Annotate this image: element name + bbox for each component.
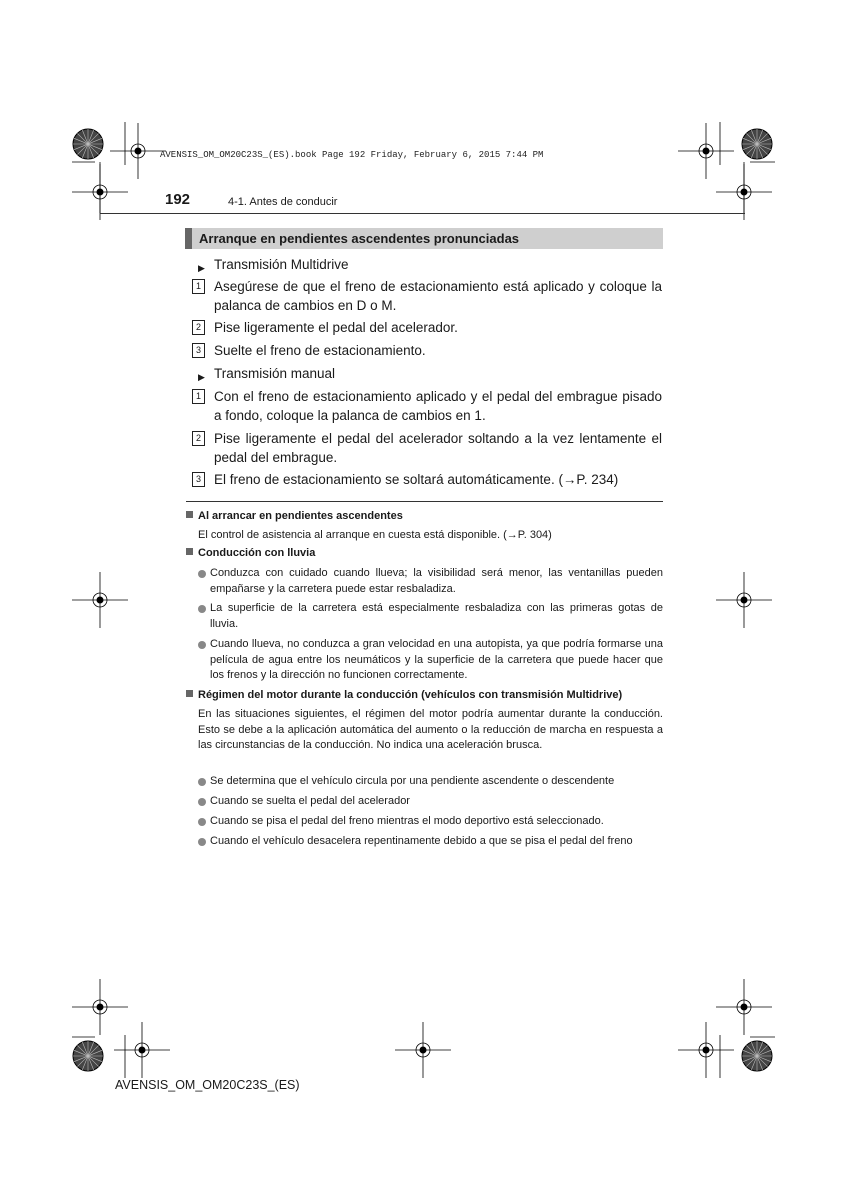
notes-separator: [186, 501, 663, 502]
round-bullet-icon: [198, 778, 206, 786]
engine-bullet-2: Cuando se suelta el pedal del acelerador: [198, 794, 663, 810]
note-text-engine: En las situaciones siguientes, el régimen del motor podría aumentar durante la conducción. Esto se debe a la aplicación automática del aumento o la reducción de marcha en respuesta a las circunstancias de la conducción. No indica una aceleración brusca.: [198, 708, 663, 751]
header-rule: [100, 213, 745, 214]
square-bullet-icon: [186, 511, 193, 518]
step-number-box: 1: [192, 389, 205, 404]
note-text-hill: El control de asistencia al arranque en cuesta está disponible. (→P. 304): [198, 529, 552, 541]
multidrive-step-1: 1 Asegúrese de que el freno de estacionamiento está aplicado y coloque la palanca de cambios en D o M.: [190, 277, 662, 315]
multidrive-heading: ▶ Transmisión Multidrive: [190, 255, 662, 274]
note-heading-hill: Al arrancar en pendientes ascendentes: [186, 510, 403, 522]
round-bullet-icon: [198, 605, 206, 613]
rain-bullet-2: La superficie de la carretera está especialmente resbaladiza con las primeras gotas de lluvia.: [198, 601, 663, 632]
step-number-box: 2: [192, 431, 205, 446]
engine-bullet-3: Cuando se pisa el pedal del freno mientras el modo deportivo está seleccionado.: [198, 814, 663, 830]
manual-step-1: 1 Con el freno de estacionamiento aplicado y el pedal del embrague pisado a fondo, coloque la palanca de cambios en 1.: [190, 387, 662, 425]
square-bullet-icon: [186, 548, 193, 555]
note-heading-rain: Conducción con lluvia: [186, 547, 315, 559]
triangle-bullet-icon: ▶: [198, 263, 205, 273]
round-bullet-icon: [198, 641, 206, 649]
round-bullet-icon: [198, 818, 206, 826]
round-bullet-icon: [198, 798, 206, 806]
engine-bullet-4: Cuando el vehículo desacelera repentinamente debido a que se pisa el pedal del freno: [198, 834, 663, 865]
square-bullet-icon: [186, 690, 193, 697]
rain-bullet-1: Conduzca con cuidado cuando llueva; la visibilidad será menor, las ventanillas pueden empañarse y la carretera puede estar resbaladiza.: [198, 566, 663, 597]
manual-step-3: 3 El freno de estacionamiento se soltará automáticamente. (→P. 234): [190, 470, 662, 489]
topic-banner-title: Arranque en pendientes ascendentes pronunciadas: [199, 231, 520, 246]
manual-step-2: 2 Pise ligeramente el pedal del acelerador soltando a la vez lentamente el pedal del embrague.: [190, 429, 662, 467]
step-number-box: 2: [192, 320, 205, 335]
manual-heading: ▶ Transmisión manual: [190, 364, 662, 383]
footer-book-code: AVENSIS_OM_OM20C23S_(ES): [115, 1078, 300, 1092]
engine-bullet-1: Se determina que el vehículo circula por una pendiente ascendente o descendente: [198, 774, 663, 790]
step-number-box: 3: [192, 343, 205, 358]
round-bullet-icon: [198, 838, 206, 846]
multidrive-step-3: 3 Suelte el freno de estacionamiento.: [190, 341, 662, 360]
multidrive-step-2: 2 Pise ligeramente el pedal del acelerador.: [190, 318, 662, 337]
round-bullet-icon: [198, 570, 206, 578]
rain-bullet-3: Cuando llueva, no conduzca a gran velocidad en una autopista, ya que podría formarse una película de agua entre los neumáticos y la superficie de la carretera que puede hacer que los frenos y la dirección no funcionen correctamente.: [198, 637, 663, 684]
note-heading-engine: Régimen del motor durante la conducción (vehículos con transmisión Multidrive): [186, 689, 622, 701]
print-info-line: AVENSIS_OM_OM20C23S_(ES).book Page 192 Friday, February 6, 2015 7:44 PM: [160, 150, 544, 160]
step-number-box: 1: [192, 279, 205, 294]
step-number-box: 3: [192, 472, 205, 487]
page-number: 192: [165, 191, 191, 208]
section-title: 4-1. Antes de conducir: [228, 196, 338, 208]
topic-banner: [185, 228, 663, 249]
triangle-bullet-icon: ▶: [198, 372, 205, 382]
